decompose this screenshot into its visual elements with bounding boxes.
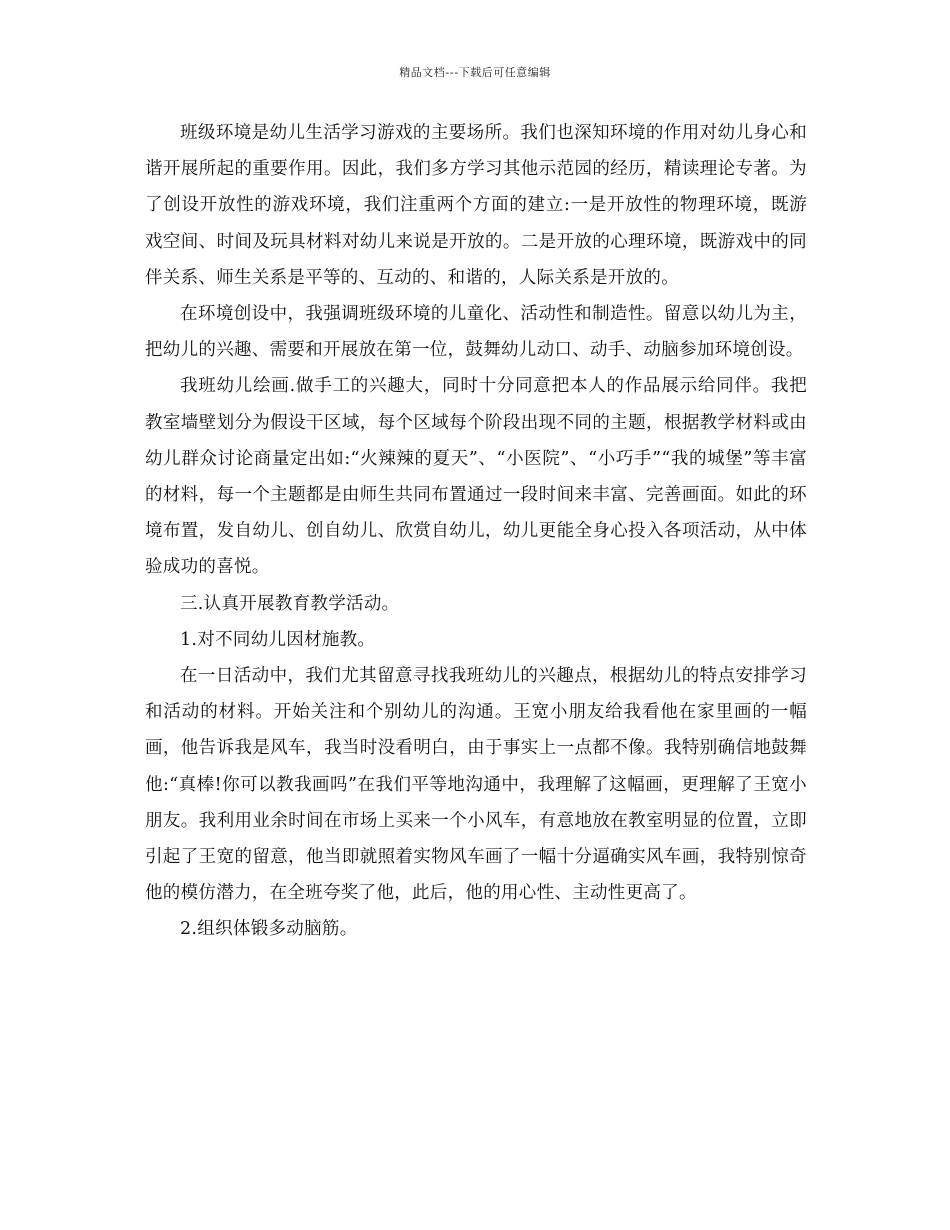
paragraph-class-environment: 班级环境是幼儿生活学习游戏的主要场所。我们也深知环境的作用对幼儿身心和谐开展所起的重要作用。因此，我们多方学习其他示范园的经历，精读理论专著。为了创设开放性的游戏环境，我们注重两个方面的建立:一是开放性的物理环境，既游戏空间、时间及玩具材料对幼儿来说是开放的。二是开放的心理环境，既游戏中的同伴关系、师生关系是平等的、互动的、和谐的，人际关系是开放的。 — [145, 123, 807, 288]
paragraph-wang-kuan-story: 在一日活动中，我们尤其留意寻找我班幼儿的兴趣点，根据幼儿的特点安排学习和活动的材料。开始关注和个别幼儿的沟通。王宽小朋友给我看他在家里画的一幅画，他告诉我是风车，我当时没看明白，由于事实上一点都不像。我特别确信地鼓舞他:“真棒!你可以教我画吗”在我们平等地沟通中，我理解了这幅画，更理解了王宽小朋友。我利用业余时间在市场上买来一个小风车，有意地放在教室明显的位置，立即引起了王宽的留意，他当即就照着实物风车画了一幅十分逼确实风车画，我特别惊奇他的模仿潜力，在全班夸奖了他，此后，他的用心性、主动性更高了。 — [145, 666, 807, 904]
paragraph-environment-creation: 在环境创设中，我强调班级环境的儿童化、活动性和制造性。留意以幼儿为主，把幼儿的兴趣、需要和开展放在第一位，鼓舞幼儿动口、动手、动脑参加环境创设。 — [145, 304, 807, 361]
section-heading-teaching-activities: 三.认真开展教育教学活动。 — [180, 593, 400, 614]
page-header: 精品文档---下载后可任意编辑 — [399, 66, 551, 79]
subheading-physical-exercise: 2.组织体锻多动脑筋。 — [180, 919, 358, 940]
document-body — [145, 115, 807, 948]
subheading-individual-teaching: 1.对不同幼儿因材施教。 — [180, 629, 376, 650]
paragraph-wall-display: 我班幼儿绘画.做手工的兴趣大，同时十分同意把本人的作品展示给同伴。我把教室墙壁划分为假设干区域，每个区域每个阶段出现不同的主题，根据教学材料或由幼儿群众讨论商量定出如:“火辣辣的夏天”、“小医院”、“小巧手”“我的城堡”等丰富的材料，每一个主题都是由师生共同布置通过一段时间来丰富、完善画面。如此的环境布置，发自幼儿、创自幼儿、欣赏自幼儿，幼儿更能全身心投入各项活动，从中体验成功的喜悦。 — [145, 376, 807, 578]
